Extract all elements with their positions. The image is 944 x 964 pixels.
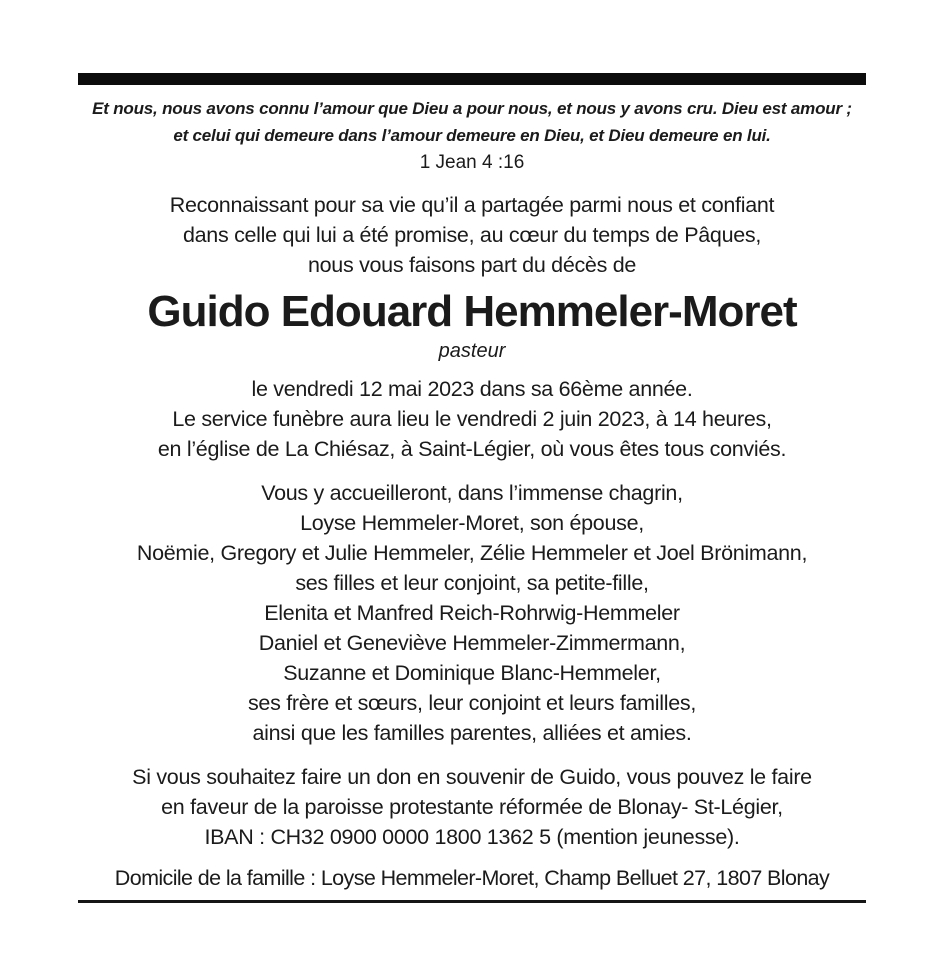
donation-paragraph: [78, 762, 866, 852]
text-line: Reconnaissant pour sa vie qu’il a partagée parmi nous et confiant: [169, 193, 775, 217]
text-line: Et nous, nous avons connu l’amour que Dieu a pour nous, et nous y avons cru. Dieu est amour ;: [92, 99, 852, 118]
text-line: en faveur de la paroisse protestante réformée de Blonay- St-Légier,: [161, 795, 783, 819]
text-line: Daniel et Geneviève Hemmeler-Zimmermann,: [258, 631, 686, 655]
text-line: dans celle qui lui a été promise, au cœur du temps de Pâques,: [182, 223, 762, 247]
text-line: le vendredi 12 mai 2023 dans sa 66ème année.: [251, 377, 693, 401]
scripture-quote: [78, 95, 866, 149]
text-line: Vous y accueilleront, dans l’immense chagrin,: [261, 481, 683, 505]
top-rule: [78, 73, 866, 85]
death-details-paragraph: [78, 374, 866, 464]
text-line: IBAN : CH32 0900 0000 1800 1362 5 (mention jeunesse).: [204, 825, 740, 849]
text-line: nous vous faisons part du décès de: [307, 253, 637, 277]
obituary-notice: [78, 0, 866, 903]
text-line: ses filles et leur conjoint, sa petite-fille,: [295, 571, 649, 595]
text-line: Elenita et Manfred Reich-Rohrwig-Hemmeler: [264, 601, 680, 625]
deceased-title: pasteur: [438, 340, 506, 362]
text-line: Noëmie, Gregory et Julie Hemmeler, Zélie Hemmeler et Joel Brönimann,: [136, 541, 808, 565]
deceased-name: Guido Edouard Hemmeler-Moret: [147, 287, 797, 336]
family-home-line: Domicile de la famille : Loyse Hemmeler-Moret, Champ Belluet 27, 1807 Blonay: [114, 866, 830, 890]
scripture-reference: 1 Jean 4 :16: [419, 152, 525, 173]
text-line: Loyse Hemmeler-Moret, son épouse,: [300, 511, 644, 535]
text-line: Si vous souhaitez faire un don en souvenir de Guido, vous pouvez le faire: [132, 765, 812, 789]
intro-paragraph: [78, 190, 866, 280]
text-line: ses frère et sœurs, leur conjoint et leurs familles,: [247, 691, 696, 715]
text-line: ainsi que les familles parentes, alliées et amies.: [252, 721, 692, 745]
bottom-rule: [78, 900, 866, 903]
family-paragraph: [78, 478, 866, 748]
text-line: Le service funèbre aura lieu le vendredi 2 juin 2023, à 14 heures,: [172, 407, 772, 431]
text-line: Suzanne et Dominique Blanc-Hemmeler,: [283, 661, 661, 685]
text-line: et celui qui demeure dans l’amour demeure en Dieu, et Dieu demeure en lui.: [173, 126, 771, 145]
text-line: en l’église de La Chiésaz, à Saint-Légier, où vous êtes tous conviés.: [157, 437, 787, 461]
